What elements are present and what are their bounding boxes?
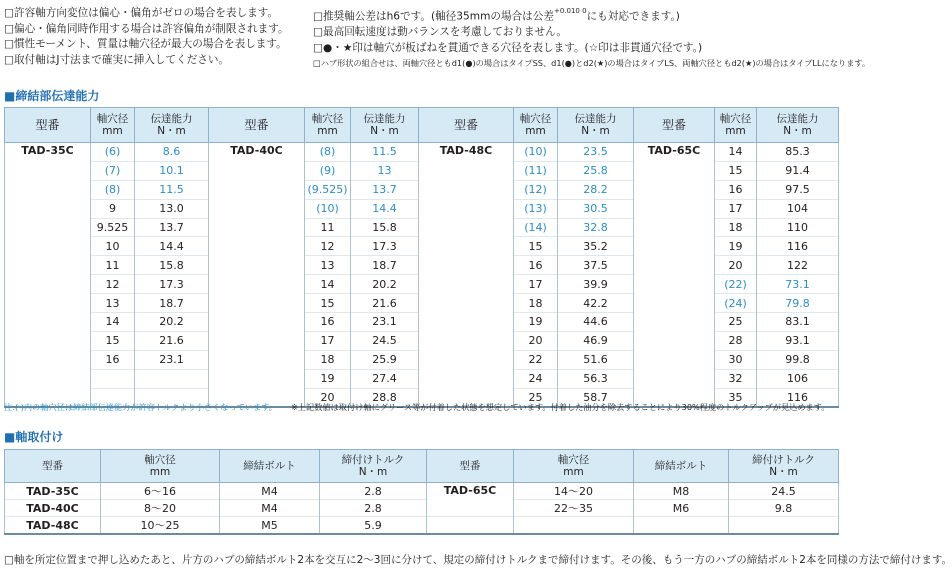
header-label: 軸穴径 xyxy=(311,113,344,125)
note-item: □慣性モーメント、質量は軸穴径が最大の場合を表します。 xyxy=(4,38,287,50)
torque-cell: 56.3 xyxy=(558,369,634,388)
torque-cell: 5.9 xyxy=(320,517,427,535)
torque-cell: 85.3 xyxy=(757,143,839,162)
footnote-paren: 注:( )内の軸穴径は締結部伝達能力が許容トルクより小さくなっています。 xyxy=(4,402,277,412)
bore-cell: (24) xyxy=(715,294,757,313)
torque-cell: 10.1 xyxy=(135,161,209,180)
torque-cell: 83.1 xyxy=(757,313,839,332)
header-unit: mm xyxy=(149,466,171,478)
bore-cell: (6) xyxy=(91,143,135,162)
empty-cell xyxy=(634,517,729,535)
torque-cell: 13.7 xyxy=(351,180,419,199)
bore-cell: 15 xyxy=(91,331,135,350)
bore-cell: 14 xyxy=(305,275,351,294)
torque-cell: 9.8 xyxy=(729,500,839,517)
bore-cell: (8) xyxy=(305,143,351,162)
torque-cell: 8.6 xyxy=(135,143,209,162)
bore-cell: 14 xyxy=(91,313,135,332)
empty-cell xyxy=(514,517,634,535)
header-unit: N・m xyxy=(581,125,610,137)
bore-cell: 18 xyxy=(305,350,351,369)
torque-cell: 24.5 xyxy=(729,483,839,500)
bore-cell: 12 xyxy=(91,275,135,294)
col-model-header: 型番 xyxy=(427,450,514,483)
torque-cell: 32.8 xyxy=(558,218,634,237)
header-unit: N・m xyxy=(783,125,812,137)
col-model-header: 型番 xyxy=(209,108,305,143)
bore-cell: 13 xyxy=(305,256,351,275)
torque-cell: 44.6 xyxy=(558,313,634,332)
header-unit: mm xyxy=(725,125,746,137)
bore-cell: (8) xyxy=(91,180,135,199)
torque-cell: 110 xyxy=(757,218,839,237)
torque-cell: 18.7 xyxy=(351,256,419,275)
bore-cell: 20 xyxy=(305,388,351,407)
bore-cell: 16 xyxy=(305,313,351,332)
bore-cell: 18 xyxy=(715,218,757,237)
torque-cell: 13 xyxy=(351,161,419,180)
torque-cell: 13.0 xyxy=(135,199,209,218)
col-torque-header xyxy=(351,108,419,143)
model-cell: TAD-40C xyxy=(209,143,305,408)
note-item: □最高回転速度は動バランスを考慮しておりません。 xyxy=(313,26,567,39)
bore-cell: 17 xyxy=(715,199,757,218)
mounting-table-body xyxy=(5,483,839,535)
tolerance-value: +0.010 0 xyxy=(553,7,587,15)
bottom-note: □軸を所定位置まで押し込めたあと、片方のハブの締結ボルト2本を交互に2〜3回に分けて、規定の締付けトルクまで締付けます。その後、もう一方のハブの締結ボルト2本を同様の方法で締付けます。 xyxy=(4,554,952,566)
col-torque-header xyxy=(135,108,209,143)
torque-cell: 14.4 xyxy=(135,237,209,256)
torque-cell: 20.2 xyxy=(135,313,209,332)
model-cell: TAD-48C xyxy=(419,143,514,408)
note-item: □取付軸はJ寸法まで確実に挿入してください。 xyxy=(4,53,230,66)
torque-cell: 14.4 xyxy=(351,199,419,218)
bore-cell: 35 xyxy=(715,388,757,407)
bore-cell: (7) xyxy=(91,161,135,180)
bolt-cell: M4 xyxy=(220,500,320,517)
torque-cell: 17.3 xyxy=(135,275,209,294)
bore-cell: 9 xyxy=(91,199,135,218)
bore-cell: 15 xyxy=(305,294,351,313)
section-heading-capacity: ■締結部伝達能力 xyxy=(4,89,100,103)
header-label: 軸穴径 xyxy=(519,113,552,125)
col-bolt-header: 締結ボルト xyxy=(220,450,320,483)
bore-cell: 17 xyxy=(514,275,558,294)
torque-cell: 116 xyxy=(757,388,839,407)
bore-cell: 10 xyxy=(91,237,135,256)
empty-cell xyxy=(729,517,839,535)
table-row xyxy=(5,143,839,162)
torque-cell: 15.8 xyxy=(135,256,209,275)
mounting-table xyxy=(4,449,839,535)
capacity-table-body xyxy=(5,143,839,408)
bore-cell: 8〜20 xyxy=(101,500,220,517)
torque-cell: 11.5 xyxy=(351,143,419,162)
header-unit: mm xyxy=(525,125,546,137)
bore-cell: 9.525 xyxy=(91,218,135,237)
torque-cell: 2.8 xyxy=(320,500,427,517)
torque-cell: 21.6 xyxy=(135,331,209,350)
col-bolt-header: 締結ボルト xyxy=(634,450,729,483)
table-row xyxy=(5,500,839,517)
col-torque-header xyxy=(729,450,839,483)
header-label: 伝達能力 xyxy=(363,113,406,125)
header-unit: mm xyxy=(102,125,123,137)
torque-cell xyxy=(135,369,209,388)
empty-cell xyxy=(427,517,514,535)
header-unit: N・m xyxy=(358,466,388,478)
torque-cell: 46.9 xyxy=(558,331,634,350)
bore-cell: (9) xyxy=(305,161,351,180)
note-tolerance xyxy=(313,6,870,25)
torque-cell: 28.2 xyxy=(558,180,634,199)
note-text: にも対応できます。) xyxy=(586,10,680,23)
col-torque-header xyxy=(320,450,427,483)
header-unit: N・m xyxy=(769,466,798,478)
section-heading-mounting: ■軸取付け xyxy=(4,430,64,444)
bore-cell: 25 xyxy=(715,313,757,332)
bolt-cell: M5 xyxy=(220,517,320,535)
torque-cell: 18.7 xyxy=(135,294,209,313)
torque-cell: 23.1 xyxy=(135,350,209,369)
col-model-header: 型番 xyxy=(5,108,91,143)
torque-cell: 97.5 xyxy=(757,180,839,199)
torque-cell: 79.8 xyxy=(757,294,839,313)
bore-cell: (10) xyxy=(514,143,558,162)
capacity-table xyxy=(4,107,839,408)
torque-cell: 122 xyxy=(757,256,839,275)
col-torque-header xyxy=(558,108,634,143)
bore-cell: 15 xyxy=(514,237,558,256)
bolt-cell: M6 xyxy=(634,500,729,517)
torque-cell: 24.5 xyxy=(351,331,419,350)
torque-cell: 73.1 xyxy=(757,275,839,294)
bore-cell: 25 xyxy=(514,388,558,407)
header-unit: N・m xyxy=(157,125,186,137)
bore-cell: 19 xyxy=(514,313,558,332)
torque-cell: 51.6 xyxy=(558,350,634,369)
torque-cell: 30.5 xyxy=(558,199,634,218)
torque-cell: 25.8 xyxy=(558,161,634,180)
header-label: 締付けトルク xyxy=(341,454,405,466)
bore-cell: 22〜35 xyxy=(514,500,634,517)
bore-cell: 19 xyxy=(715,237,757,256)
torque-cell: 21.6 xyxy=(351,294,419,313)
bore-cell: 6〜16 xyxy=(101,483,220,500)
col-model-header: 型番 xyxy=(5,450,101,483)
torque-cell: 20.2 xyxy=(351,275,419,294)
header-label: 伝達能力 xyxy=(150,113,193,125)
header-label: 伝達能力 xyxy=(776,113,819,125)
col-bore-header xyxy=(305,108,351,143)
bore-cell: 11 xyxy=(91,256,135,275)
bore-cell: 22 xyxy=(514,350,558,369)
bore-cell: 24 xyxy=(514,369,558,388)
bore-cell: (9.525) xyxy=(305,180,351,199)
bore-cell: 20 xyxy=(514,331,558,350)
bore-cell: 20 xyxy=(715,256,757,275)
bore-cell: 11 xyxy=(305,218,351,237)
torque-cell: 104 xyxy=(757,199,839,218)
col-bore-header xyxy=(514,450,634,483)
header-label: 軸穴径 xyxy=(719,113,752,125)
header-label: 軸穴径 xyxy=(557,454,590,466)
table-header-row xyxy=(5,450,839,483)
torque-cell: 13.7 xyxy=(135,218,209,237)
torque-cell: 23.1 xyxy=(351,313,419,332)
header-label: 軸穴径 xyxy=(144,454,176,466)
bore-cell: 28 xyxy=(715,331,757,350)
torque-cell: 35.2 xyxy=(558,237,634,256)
torque-cell: 15.8 xyxy=(351,218,419,237)
col-bore-header xyxy=(101,450,220,483)
notes-right xyxy=(313,6,870,72)
bore-cell: 14〜20 xyxy=(514,483,634,500)
torque-cell: 91.4 xyxy=(757,161,839,180)
table-row xyxy=(5,517,839,535)
header-unit: N・m xyxy=(370,125,399,137)
bore-cell: 32 xyxy=(715,369,757,388)
header-unit: mm xyxy=(317,125,338,137)
bore-cell: 17 xyxy=(305,331,351,350)
col-bore-header xyxy=(514,108,558,143)
table-row xyxy=(5,483,839,500)
bore-cell: 10〜25 xyxy=(101,517,220,535)
torque-cell: 27.4 xyxy=(351,369,419,388)
model-cell: TAD-35C xyxy=(5,143,91,408)
header-label: 伝達能力 xyxy=(574,113,617,125)
model-cell: TAD-48C xyxy=(5,517,101,535)
note-item: □許容軸方向変位は偏心・偏角がゼロの場合を表します。 xyxy=(4,7,279,19)
bore-cell: (11) xyxy=(514,161,558,180)
bore-cell: 13 xyxy=(91,294,135,313)
header-unit: mm xyxy=(563,466,584,478)
note-text: □推奨軸公差はh6です。(軸径35mmの場合は公差 xyxy=(313,10,554,23)
torque-cell: 37.5 xyxy=(558,256,634,275)
bore-cell: 12 xyxy=(305,237,351,256)
model-cell: TAD-35C xyxy=(5,483,101,500)
bore-cell: 16 xyxy=(715,180,757,199)
header-label: 軸穴径 xyxy=(96,113,129,125)
col-bore-header xyxy=(91,108,135,143)
torque-cell: 25.9 xyxy=(351,350,419,369)
bore-cell: 18 xyxy=(514,294,558,313)
torque-cell: 93.1 xyxy=(757,331,839,350)
note-item: □ハブ形状の組合せは、両軸穴径ともd1(●)の場合はタイプSS、d1(●)とd2(★)の場合はタイプLS、両軸穴径ともd2(★)の場合はタイプLLになります。 xyxy=(313,58,871,69)
bore-cell: (10) xyxy=(305,199,351,218)
note-item: □偏心・偏角同時作用する場合は許容偏角が制限されます。 xyxy=(4,22,289,35)
note-item: □●・★印は軸穴が板ばねを貫通できる穴径を表します。(☆印は非貫通穴径です。) xyxy=(313,41,703,54)
bolt-cell: M8 xyxy=(634,483,729,500)
torque-cell: 23.5 xyxy=(558,143,634,162)
model-cell: TAD-40C xyxy=(5,500,101,517)
header-label: 締付けトルク xyxy=(752,454,815,466)
bore-cell: (12) xyxy=(514,180,558,199)
bore-cell: (13) xyxy=(514,199,558,218)
torque-cell: 11.5 xyxy=(135,180,209,199)
torque-cell: 2.8 xyxy=(320,483,427,500)
torque-cell: 58.7 xyxy=(558,388,634,407)
model-cell: TAD-65C xyxy=(427,483,514,517)
bore-cell xyxy=(91,369,135,388)
bore-cell: 19 xyxy=(305,369,351,388)
footnote-condition: ※上記数値は取付け軸にグリース等が付着した状態を想定しています。付着した油分を除去することにより30%程度のトルクアップが見込めます。 xyxy=(291,402,830,412)
col-torque-header xyxy=(757,108,839,143)
torque-cell: 17.3 xyxy=(351,237,419,256)
torque-cell: 28.8 xyxy=(351,388,419,407)
notes-left xyxy=(4,6,289,68)
col-bore-header xyxy=(715,108,757,143)
bore-cell: 14 xyxy=(715,143,757,162)
bore-cell: (22) xyxy=(715,275,757,294)
torque-cell: 39.9 xyxy=(558,275,634,294)
torque-cell: 116 xyxy=(757,237,839,256)
col-model-header: 型番 xyxy=(419,108,514,143)
bore-cell: 30 xyxy=(715,350,757,369)
bolt-cell: M4 xyxy=(220,483,320,500)
torque-cell: 99.8 xyxy=(757,350,839,369)
model-cell: TAD-65C xyxy=(634,143,715,408)
col-model-header: 型番 xyxy=(634,108,715,143)
table-header-row xyxy=(5,108,839,143)
torque-cell: 42.2 xyxy=(558,294,634,313)
bore-cell: (14) xyxy=(514,218,558,237)
bore-cell: 16 xyxy=(514,256,558,275)
torque-cell: 106 xyxy=(757,369,839,388)
bore-cell: 15 xyxy=(715,161,757,180)
bore-cell: 16 xyxy=(91,350,135,369)
